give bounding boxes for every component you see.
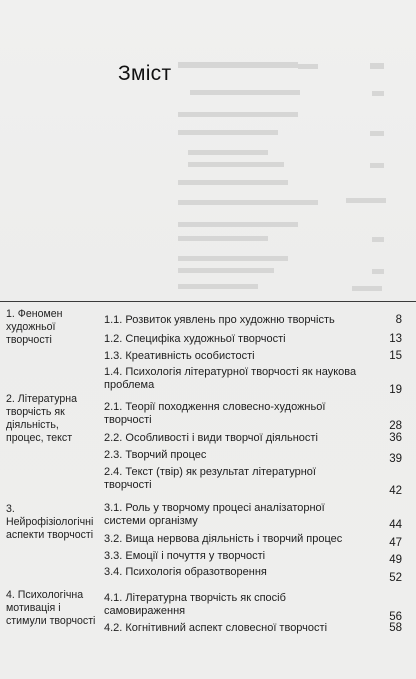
- section-label-3: 3. Нейрофізіологічні аспекти творчості: [6, 503, 94, 541]
- toc-entry[interactable]: [104, 466, 408, 497]
- toc-entry-title: 2.2. Особливості і види творчої діяльності: [104, 432, 318, 444]
- toc-entry-title: 1.2. Специфіка художньої творчості: [104, 333, 286, 345]
- toc-entry[interactable]: [104, 502, 408, 531]
- toc-entry[interactable]: [104, 314, 408, 327]
- toc-entry-page: 56: [389, 611, 402, 623]
- toc-entry-title: 3.4. Психологія образотворення: [104, 566, 267, 578]
- toc-entry-page: 36: [389, 432, 402, 444]
- toc-entry[interactable]: [104, 622, 408, 635]
- section-label-1: 1. Феномен художньої творчості: [6, 308, 63, 346]
- toc-entry-page: 28: [389, 420, 402, 432]
- toc-entry[interactable]: [104, 533, 408, 549]
- toc-entry[interactable]: [104, 432, 408, 445]
- toc-entry-title: 2.4. Текст (твір) як результат літературної творчості: [104, 466, 316, 491]
- toc-entry-title: 1.3. Креативність особистості: [104, 350, 255, 362]
- reverse-side-bleed-through: [0, 0, 416, 300]
- horizontal-rule: [0, 301, 416, 302]
- toc-entry-page: 49: [389, 554, 402, 566]
- toc-entry-title: 2.3. Творчий процес: [104, 449, 207, 461]
- page-title: Зміст: [118, 62, 172, 85]
- toc-entry-title: 1.4. Психологія літературної творчості як наукова проблема: [104, 366, 357, 391]
- toc-entry-page: 47: [389, 537, 402, 549]
- toc-entry-page: 44: [389, 519, 402, 531]
- toc-entry-title: 4.2. Когнітивний аспект словесної творчості: [104, 622, 328, 634]
- toc-entry-page: 58: [389, 622, 402, 634]
- section-label-4: 4. Психологічна мотивація і стимули творчості: [6, 589, 96, 627]
- toc-entry[interactable]: [104, 333, 408, 346]
- toc-entry[interactable]: [104, 350, 408, 363]
- toc-entry-title: 2.1. Теорії походження словесно-художньої творчості: [104, 401, 326, 426]
- toc-entry[interactable]: [104, 592, 408, 623]
- toc-entry-page: 52: [389, 572, 402, 584]
- toc-entry-page: 42: [389, 485, 402, 497]
- toc-entry[interactable]: [104, 401, 408, 432]
- toc-entry-page: 8: [395, 314, 402, 326]
- toc-entry-title: 3.3. Емоції і почуття у творчості: [104, 550, 266, 562]
- toc-entry[interactable]: [104, 550, 408, 566]
- toc-entry-page: 39: [389, 453, 402, 465]
- section-label-2: 2. Літературна творчість як діяльність, процес, текст: [6, 393, 78, 444]
- toc-entry-title: 1.1. Розвиток уявлень про художню творчість: [104, 314, 335, 326]
- toc-entry[interactable]: [104, 566, 408, 584]
- toc-entry-title: 4.1. Літературна творчість як спосіб самовираження: [104, 592, 286, 617]
- toc-entry-page: 19: [389, 384, 402, 396]
- toc-entry-title: 3.2. Вища нервова діяльність і творчий процес: [104, 533, 343, 545]
- toc-entry-page: 13: [389, 333, 402, 345]
- toc-entry[interactable]: [104, 449, 408, 465]
- toc-entry[interactable]: [104, 366, 408, 396]
- toc-entry-page: 15: [389, 350, 402, 362]
- toc-entry-title: 3.1. Роль у творчому процесі аналізаторної системи організму: [104, 502, 325, 527]
